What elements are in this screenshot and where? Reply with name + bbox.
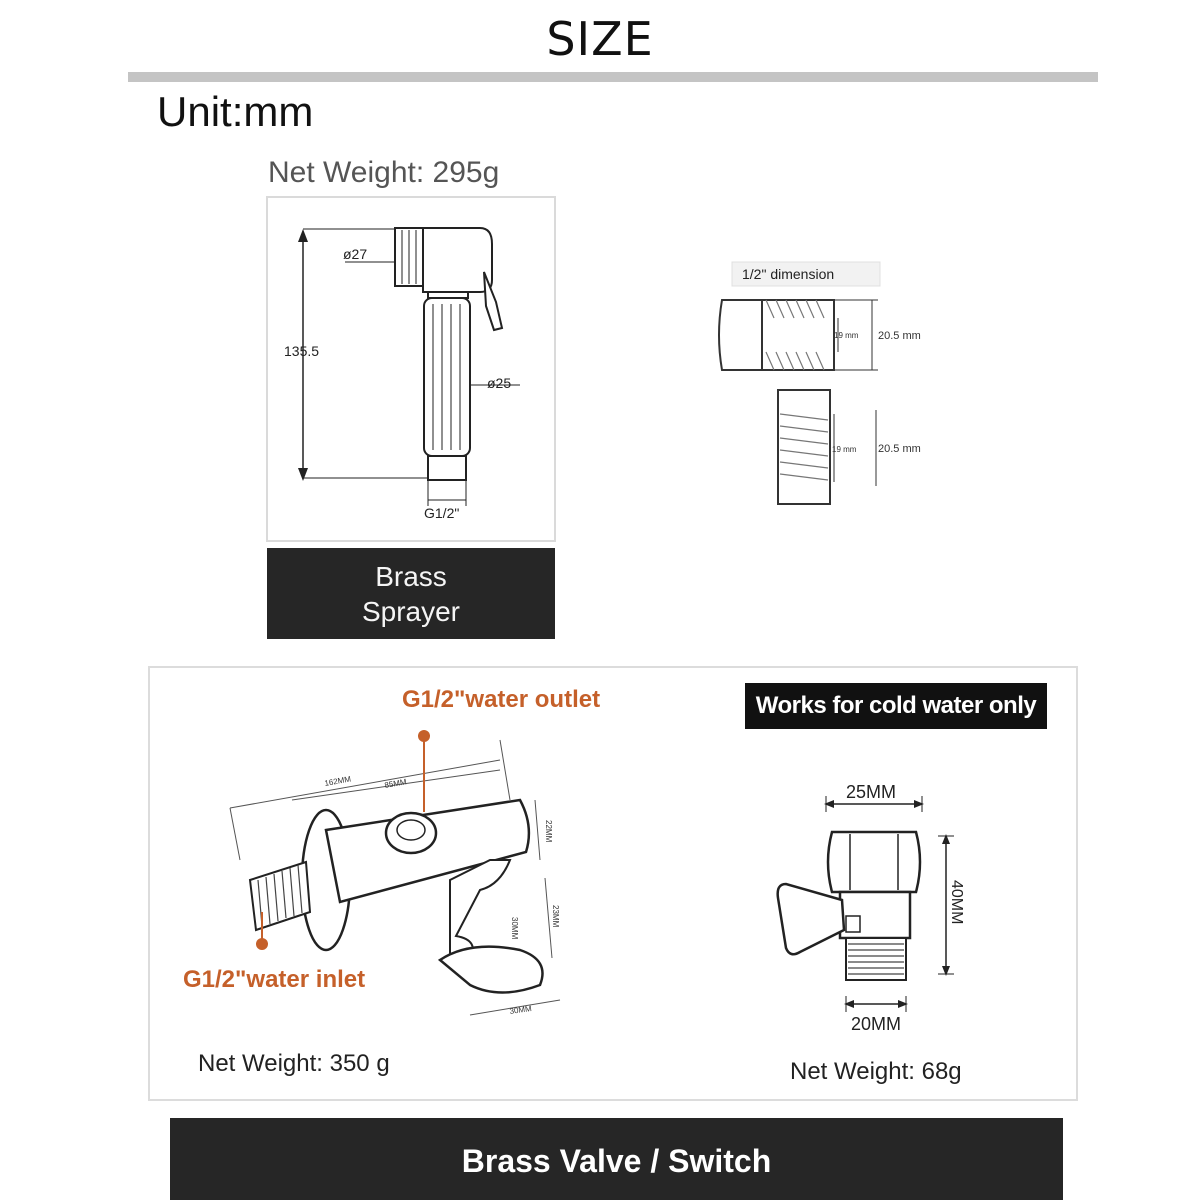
valve-lever-depth-label: 30MM bbox=[509, 1003, 533, 1016]
sprayer-diagram bbox=[266, 196, 556, 542]
valve-height-top-label: 22MM bbox=[544, 820, 553, 843]
male-inner-label: 19 mm bbox=[834, 331, 859, 340]
sprayer-caption-line1: Brass bbox=[375, 560, 447, 592]
valve-switch-caption: Brass Valve / Switch bbox=[170, 1118, 1063, 1200]
female-inner-label: 19 mm bbox=[832, 445, 857, 454]
sprayer-net-weight: Net Weight: 295g bbox=[268, 156, 500, 189]
female-outer-label: 20.5 mm bbox=[878, 443, 921, 455]
valve-body-length-label: 85MM bbox=[383, 777, 408, 790]
switch-diagram bbox=[770, 770, 980, 1040]
sprayer-body-diameter-label: ø25 bbox=[487, 375, 512, 391]
male-outer-label: 20.5 mm bbox=[878, 330, 921, 342]
thread-dimension-title: 1/2" dimension bbox=[742, 266, 835, 282]
water-inlet-label: G1/2"water inlet bbox=[183, 966, 366, 993]
cold-water-badge: Works for cold water only bbox=[745, 683, 1047, 729]
valve-diagram bbox=[150, 720, 600, 1040]
valve-height-lever-label: 23MM bbox=[551, 905, 560, 928]
switch-height-label: 40MM bbox=[948, 880, 965, 925]
unit-label: Unit:mm bbox=[157, 88, 314, 135]
sprayer-caption bbox=[267, 548, 555, 639]
sprayer-thread-label: G1/2" bbox=[424, 505, 460, 521]
valve-total-length-label: 162MM bbox=[323, 774, 352, 788]
page-title: SIZE bbox=[546, 12, 654, 66]
switch-net-weight: Net Weight: 68g bbox=[790, 1058, 962, 1085]
water-outlet-label: G1/2"water outlet bbox=[402, 686, 601, 713]
valve-lever-width-label: 30MM bbox=[510, 917, 519, 940]
switch-bottom-label: 20MM bbox=[851, 1014, 902, 1034]
valve-net-weight: Net Weight: 350 g bbox=[198, 1050, 390, 1077]
switch-width-label: 25MM bbox=[846, 782, 897, 802]
sprayer-length-label: 135.5 bbox=[284, 343, 320, 359]
sprayer-caption-line2: Sprayer bbox=[361, 595, 461, 627]
sprayer-head-diameter-label: ø27 bbox=[343, 246, 368, 262]
thread-dimension-diagram bbox=[710, 255, 950, 515]
title-divider bbox=[128, 72, 1098, 82]
